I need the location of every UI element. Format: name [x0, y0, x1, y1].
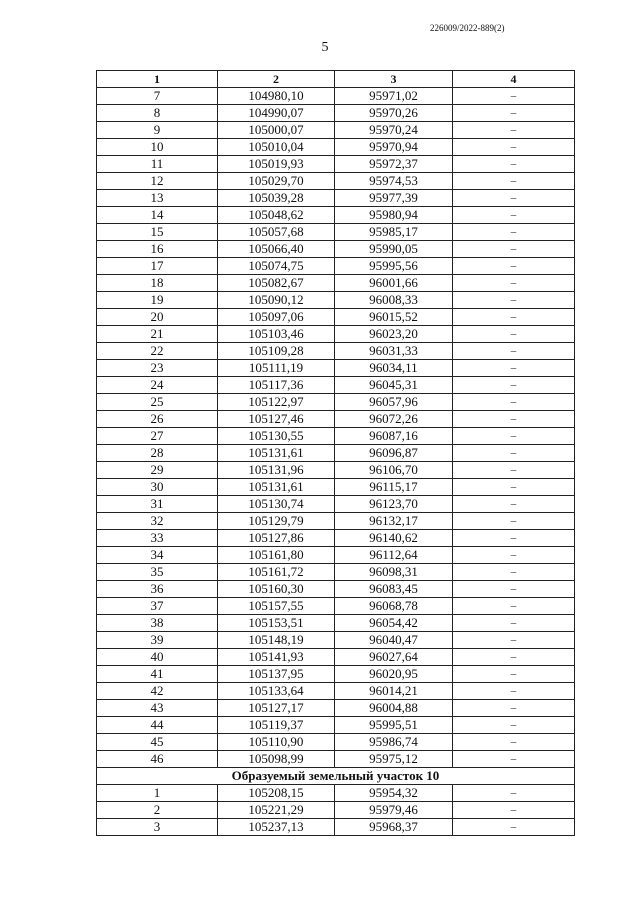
table-row	[97, 190, 575, 207]
note-cell: –	[453, 785, 575, 802]
point-number-cell: 13	[97, 190, 218, 207]
note-cell: –	[453, 156, 575, 173]
x-coordinate-cell: 105130,74	[218, 496, 335, 513]
y-coordinate-cell: 96087,16	[335, 428, 453, 445]
x-coordinate-cell: 105160,30	[218, 581, 335, 598]
table-row	[97, 598, 575, 615]
table-row	[97, 649, 575, 666]
table-row	[97, 462, 575, 479]
note-cell: –	[453, 530, 575, 547]
x-coordinate-cell: 105066,40	[218, 241, 335, 258]
y-coordinate-cell: 95986,74	[335, 734, 453, 751]
y-coordinate-cell: 95985,17	[335, 224, 453, 241]
table-row	[97, 734, 575, 751]
y-coordinate-cell: 96004,88	[335, 700, 453, 717]
section-title: Образуемый земельный участок 10	[97, 768, 575, 785]
table-row	[97, 343, 575, 360]
y-coordinate-cell: 96132,17	[335, 513, 453, 530]
note-cell: –	[453, 700, 575, 717]
table-row	[97, 156, 575, 173]
point-number-cell: 1	[97, 785, 218, 802]
point-number-cell: 43	[97, 700, 218, 717]
point-number-cell: 10	[97, 139, 218, 156]
y-coordinate-cell: 96034,11	[335, 360, 453, 377]
y-coordinate-cell: 95954,32	[335, 785, 453, 802]
note-cell: –	[453, 139, 575, 156]
y-coordinate-cell: 96057,96	[335, 394, 453, 411]
y-coordinate-cell: 96083,45	[335, 581, 453, 598]
point-number-cell: 14	[97, 207, 218, 224]
x-coordinate-cell: 105048,62	[218, 207, 335, 224]
table-row	[97, 530, 575, 547]
point-number-cell: 33	[97, 530, 218, 547]
note-cell: –	[453, 258, 575, 275]
point-number-cell: 15	[97, 224, 218, 241]
point-number-cell: 17	[97, 258, 218, 275]
x-coordinate-cell: 105127,17	[218, 700, 335, 717]
x-coordinate-cell: 105161,80	[218, 547, 335, 564]
point-number-cell: 34	[97, 547, 218, 564]
note-cell: –	[453, 496, 575, 513]
note-cell: –	[453, 224, 575, 241]
point-number-cell: 29	[97, 462, 218, 479]
point-number-cell: 8	[97, 105, 218, 122]
table-row	[97, 581, 575, 598]
y-coordinate-cell: 96040,47	[335, 632, 453, 649]
point-number-cell: 40	[97, 649, 218, 666]
note-cell: –	[453, 292, 575, 309]
note-cell: –	[453, 377, 575, 394]
y-coordinate-cell: 95995,56	[335, 258, 453, 275]
point-number-cell: 12	[97, 173, 218, 190]
document-reference: 226009/2022-889(2)	[430, 23, 505, 33]
table-row	[97, 139, 575, 156]
point-number-cell: 26	[97, 411, 218, 428]
note-cell: –	[453, 564, 575, 581]
table-row	[97, 309, 575, 326]
x-coordinate-cell: 105130,55	[218, 428, 335, 445]
point-number-cell: 19	[97, 292, 218, 309]
note-cell: –	[453, 173, 575, 190]
point-number-cell: 18	[97, 275, 218, 292]
point-number-cell: 20	[97, 309, 218, 326]
note-cell: –	[453, 309, 575, 326]
note-cell: –	[453, 649, 575, 666]
table-row	[97, 411, 575, 428]
point-number-cell: 39	[97, 632, 218, 649]
note-cell: –	[453, 445, 575, 462]
y-coordinate-cell: 96020,95	[335, 666, 453, 683]
point-number-cell: 11	[97, 156, 218, 173]
table-row	[97, 326, 575, 343]
table-row	[97, 632, 575, 649]
point-number-cell: 9	[97, 122, 218, 139]
table-row	[97, 785, 575, 802]
x-coordinate-cell: 105148,19	[218, 632, 335, 649]
x-coordinate-cell: 105117,36	[218, 377, 335, 394]
y-coordinate-cell: 95977,39	[335, 190, 453, 207]
y-coordinate-cell: 95970,94	[335, 139, 453, 156]
note-cell: –	[453, 88, 575, 105]
note-cell: –	[453, 122, 575, 139]
point-number-cell: 28	[97, 445, 218, 462]
table-row	[97, 224, 575, 241]
point-number-cell: 31	[97, 496, 218, 513]
y-coordinate-cell: 95979,46	[335, 802, 453, 819]
table-row	[97, 258, 575, 275]
note-cell: –	[453, 190, 575, 207]
point-number-cell: 23	[97, 360, 218, 377]
x-coordinate-cell: 105208,15	[218, 785, 335, 802]
point-number-cell: 44	[97, 717, 218, 734]
y-coordinate-cell: 95970,26	[335, 105, 453, 122]
y-coordinate-cell: 96023,20	[335, 326, 453, 343]
column-header: 1	[97, 71, 218, 88]
column-header: 2	[218, 71, 335, 88]
note-cell: –	[453, 462, 575, 479]
note-cell: –	[453, 751, 575, 768]
x-coordinate-cell: 105110,90	[218, 734, 335, 751]
point-number-cell: 21	[97, 326, 218, 343]
x-coordinate-cell: 105122,97	[218, 394, 335, 411]
table-row	[97, 377, 575, 394]
table-row	[97, 819, 575, 836]
note-cell: –	[453, 581, 575, 598]
note-cell: –	[453, 241, 575, 258]
coordinates-table	[96, 70, 575, 836]
table-row	[97, 173, 575, 190]
note-cell: –	[453, 326, 575, 343]
table-row	[97, 700, 575, 717]
table-row	[97, 105, 575, 122]
point-number-cell: 35	[97, 564, 218, 581]
point-number-cell: 24	[97, 377, 218, 394]
column-header: 3	[335, 71, 453, 88]
table-header-row	[97, 71, 575, 88]
table-row	[97, 717, 575, 734]
table-row	[97, 241, 575, 258]
y-coordinate-cell: 96123,70	[335, 496, 453, 513]
table-row	[97, 751, 575, 768]
x-coordinate-cell: 105153,51	[218, 615, 335, 632]
y-coordinate-cell: 95990,05	[335, 241, 453, 258]
x-coordinate-cell: 105098,99	[218, 751, 335, 768]
x-coordinate-cell: 105157,55	[218, 598, 335, 615]
x-coordinate-cell: 105129,79	[218, 513, 335, 530]
x-coordinate-cell: 105057,68	[218, 224, 335, 241]
y-coordinate-cell: 96031,33	[335, 343, 453, 360]
table-row	[97, 666, 575, 683]
x-coordinate-cell: 105131,61	[218, 479, 335, 496]
note-cell: –	[453, 615, 575, 632]
table-row	[97, 122, 575, 139]
x-coordinate-cell: 105237,13	[218, 819, 335, 836]
table-row	[97, 88, 575, 105]
point-number-cell: 45	[97, 734, 218, 751]
point-number-cell: 16	[97, 241, 218, 258]
note-cell: –	[453, 598, 575, 615]
table-row	[97, 394, 575, 411]
y-coordinate-cell: 96072,26	[335, 411, 453, 428]
x-coordinate-cell: 105082,67	[218, 275, 335, 292]
table-row	[97, 547, 575, 564]
table-row	[97, 207, 575, 224]
y-coordinate-cell: 95970,24	[335, 122, 453, 139]
x-coordinate-cell: 105103,46	[218, 326, 335, 343]
x-coordinate-cell: 105000,07	[218, 122, 335, 139]
note-cell: –	[453, 717, 575, 734]
point-number-cell: 25	[97, 394, 218, 411]
point-number-cell: 7	[97, 88, 218, 105]
y-coordinate-cell: 96015,52	[335, 309, 453, 326]
note-cell: –	[453, 343, 575, 360]
point-number-cell: 30	[97, 479, 218, 496]
y-coordinate-cell: 96140,62	[335, 530, 453, 547]
note-cell: –	[453, 411, 575, 428]
point-number-cell: 3	[97, 819, 218, 836]
y-coordinate-cell: 96014,21	[335, 683, 453, 700]
point-number-cell: 32	[97, 513, 218, 530]
point-number-cell: 2	[97, 802, 218, 819]
note-cell: –	[453, 428, 575, 445]
y-coordinate-cell: 96112,64	[335, 547, 453, 564]
point-number-cell: 27	[97, 428, 218, 445]
x-coordinate-cell: 105119,37	[218, 717, 335, 734]
note-cell: –	[453, 666, 575, 683]
x-coordinate-cell: 105039,28	[218, 190, 335, 207]
x-coordinate-cell: 104980,10	[218, 88, 335, 105]
y-coordinate-cell: 96027,64	[335, 649, 453, 666]
note-cell: –	[453, 275, 575, 292]
x-coordinate-cell: 105074,75	[218, 258, 335, 275]
table-row	[97, 615, 575, 632]
y-coordinate-cell: 96008,33	[335, 292, 453, 309]
x-coordinate-cell: 105133,64	[218, 683, 335, 700]
page-number: 5	[321, 40, 329, 55]
table-row	[97, 496, 575, 513]
y-coordinate-cell: 95975,12	[335, 751, 453, 768]
table-row	[97, 428, 575, 445]
x-coordinate-cell: 105097,06	[218, 309, 335, 326]
note-cell: –	[453, 513, 575, 530]
note-cell: –	[453, 802, 575, 819]
y-coordinate-cell: 96045,31	[335, 377, 453, 394]
y-coordinate-cell: 95980,94	[335, 207, 453, 224]
y-coordinate-cell: 96115,17	[335, 479, 453, 496]
note-cell: –	[453, 632, 575, 649]
y-coordinate-cell: 95995,51	[335, 717, 453, 734]
x-coordinate-cell: 105131,96	[218, 462, 335, 479]
x-coordinate-cell: 104990,07	[218, 105, 335, 122]
y-coordinate-cell: 96106,70	[335, 462, 453, 479]
note-cell: –	[453, 207, 575, 224]
column-header: 4	[453, 71, 575, 88]
note-cell: –	[453, 547, 575, 564]
note-cell: –	[453, 479, 575, 496]
x-coordinate-cell: 105137,95	[218, 666, 335, 683]
y-coordinate-cell: 96068,78	[335, 598, 453, 615]
x-coordinate-cell: 105141,93	[218, 649, 335, 666]
table-row	[97, 564, 575, 581]
y-coordinate-cell: 95972,37	[335, 156, 453, 173]
x-coordinate-cell: 105090,12	[218, 292, 335, 309]
y-coordinate-cell: 96098,31	[335, 564, 453, 581]
table-row	[97, 479, 575, 496]
x-coordinate-cell: 105161,72	[218, 564, 335, 581]
y-coordinate-cell: 96001,66	[335, 275, 453, 292]
table-row	[97, 802, 575, 819]
x-coordinate-cell: 105111,19	[218, 360, 335, 377]
point-number-cell: 41	[97, 666, 218, 683]
point-number-cell: 46	[97, 751, 218, 768]
x-coordinate-cell: 105127,46	[218, 411, 335, 428]
y-coordinate-cell: 95968,37	[335, 819, 453, 836]
table-row	[97, 445, 575, 462]
x-coordinate-cell: 105131,61	[218, 445, 335, 462]
y-coordinate-cell: 95974,53	[335, 173, 453, 190]
note-cell: –	[453, 394, 575, 411]
y-coordinate-cell: 96096,87	[335, 445, 453, 462]
table-row	[97, 360, 575, 377]
note-cell: –	[453, 819, 575, 836]
point-number-cell: 38	[97, 615, 218, 632]
point-number-cell: 42	[97, 683, 218, 700]
note-cell: –	[453, 683, 575, 700]
table-row	[97, 275, 575, 292]
x-coordinate-cell: 105010,04	[218, 139, 335, 156]
table-row	[97, 513, 575, 530]
note-cell: –	[453, 360, 575, 377]
y-coordinate-cell: 96054,42	[335, 615, 453, 632]
table-body	[97, 88, 575, 836]
x-coordinate-cell: 105019,93	[218, 156, 335, 173]
table-row	[97, 683, 575, 700]
point-number-cell: 37	[97, 598, 218, 615]
table-row	[97, 292, 575, 309]
note-cell: –	[453, 105, 575, 122]
x-coordinate-cell: 105127,86	[218, 530, 335, 547]
x-coordinate-cell: 105221,29	[218, 802, 335, 819]
x-coordinate-cell: 105029,70	[218, 173, 335, 190]
point-number-cell: 36	[97, 581, 218, 598]
point-number-cell: 22	[97, 343, 218, 360]
section-row	[97, 768, 575, 785]
y-coordinate-cell: 95971,02	[335, 88, 453, 105]
x-coordinate-cell: 105109,28	[218, 343, 335, 360]
note-cell: –	[453, 734, 575, 751]
